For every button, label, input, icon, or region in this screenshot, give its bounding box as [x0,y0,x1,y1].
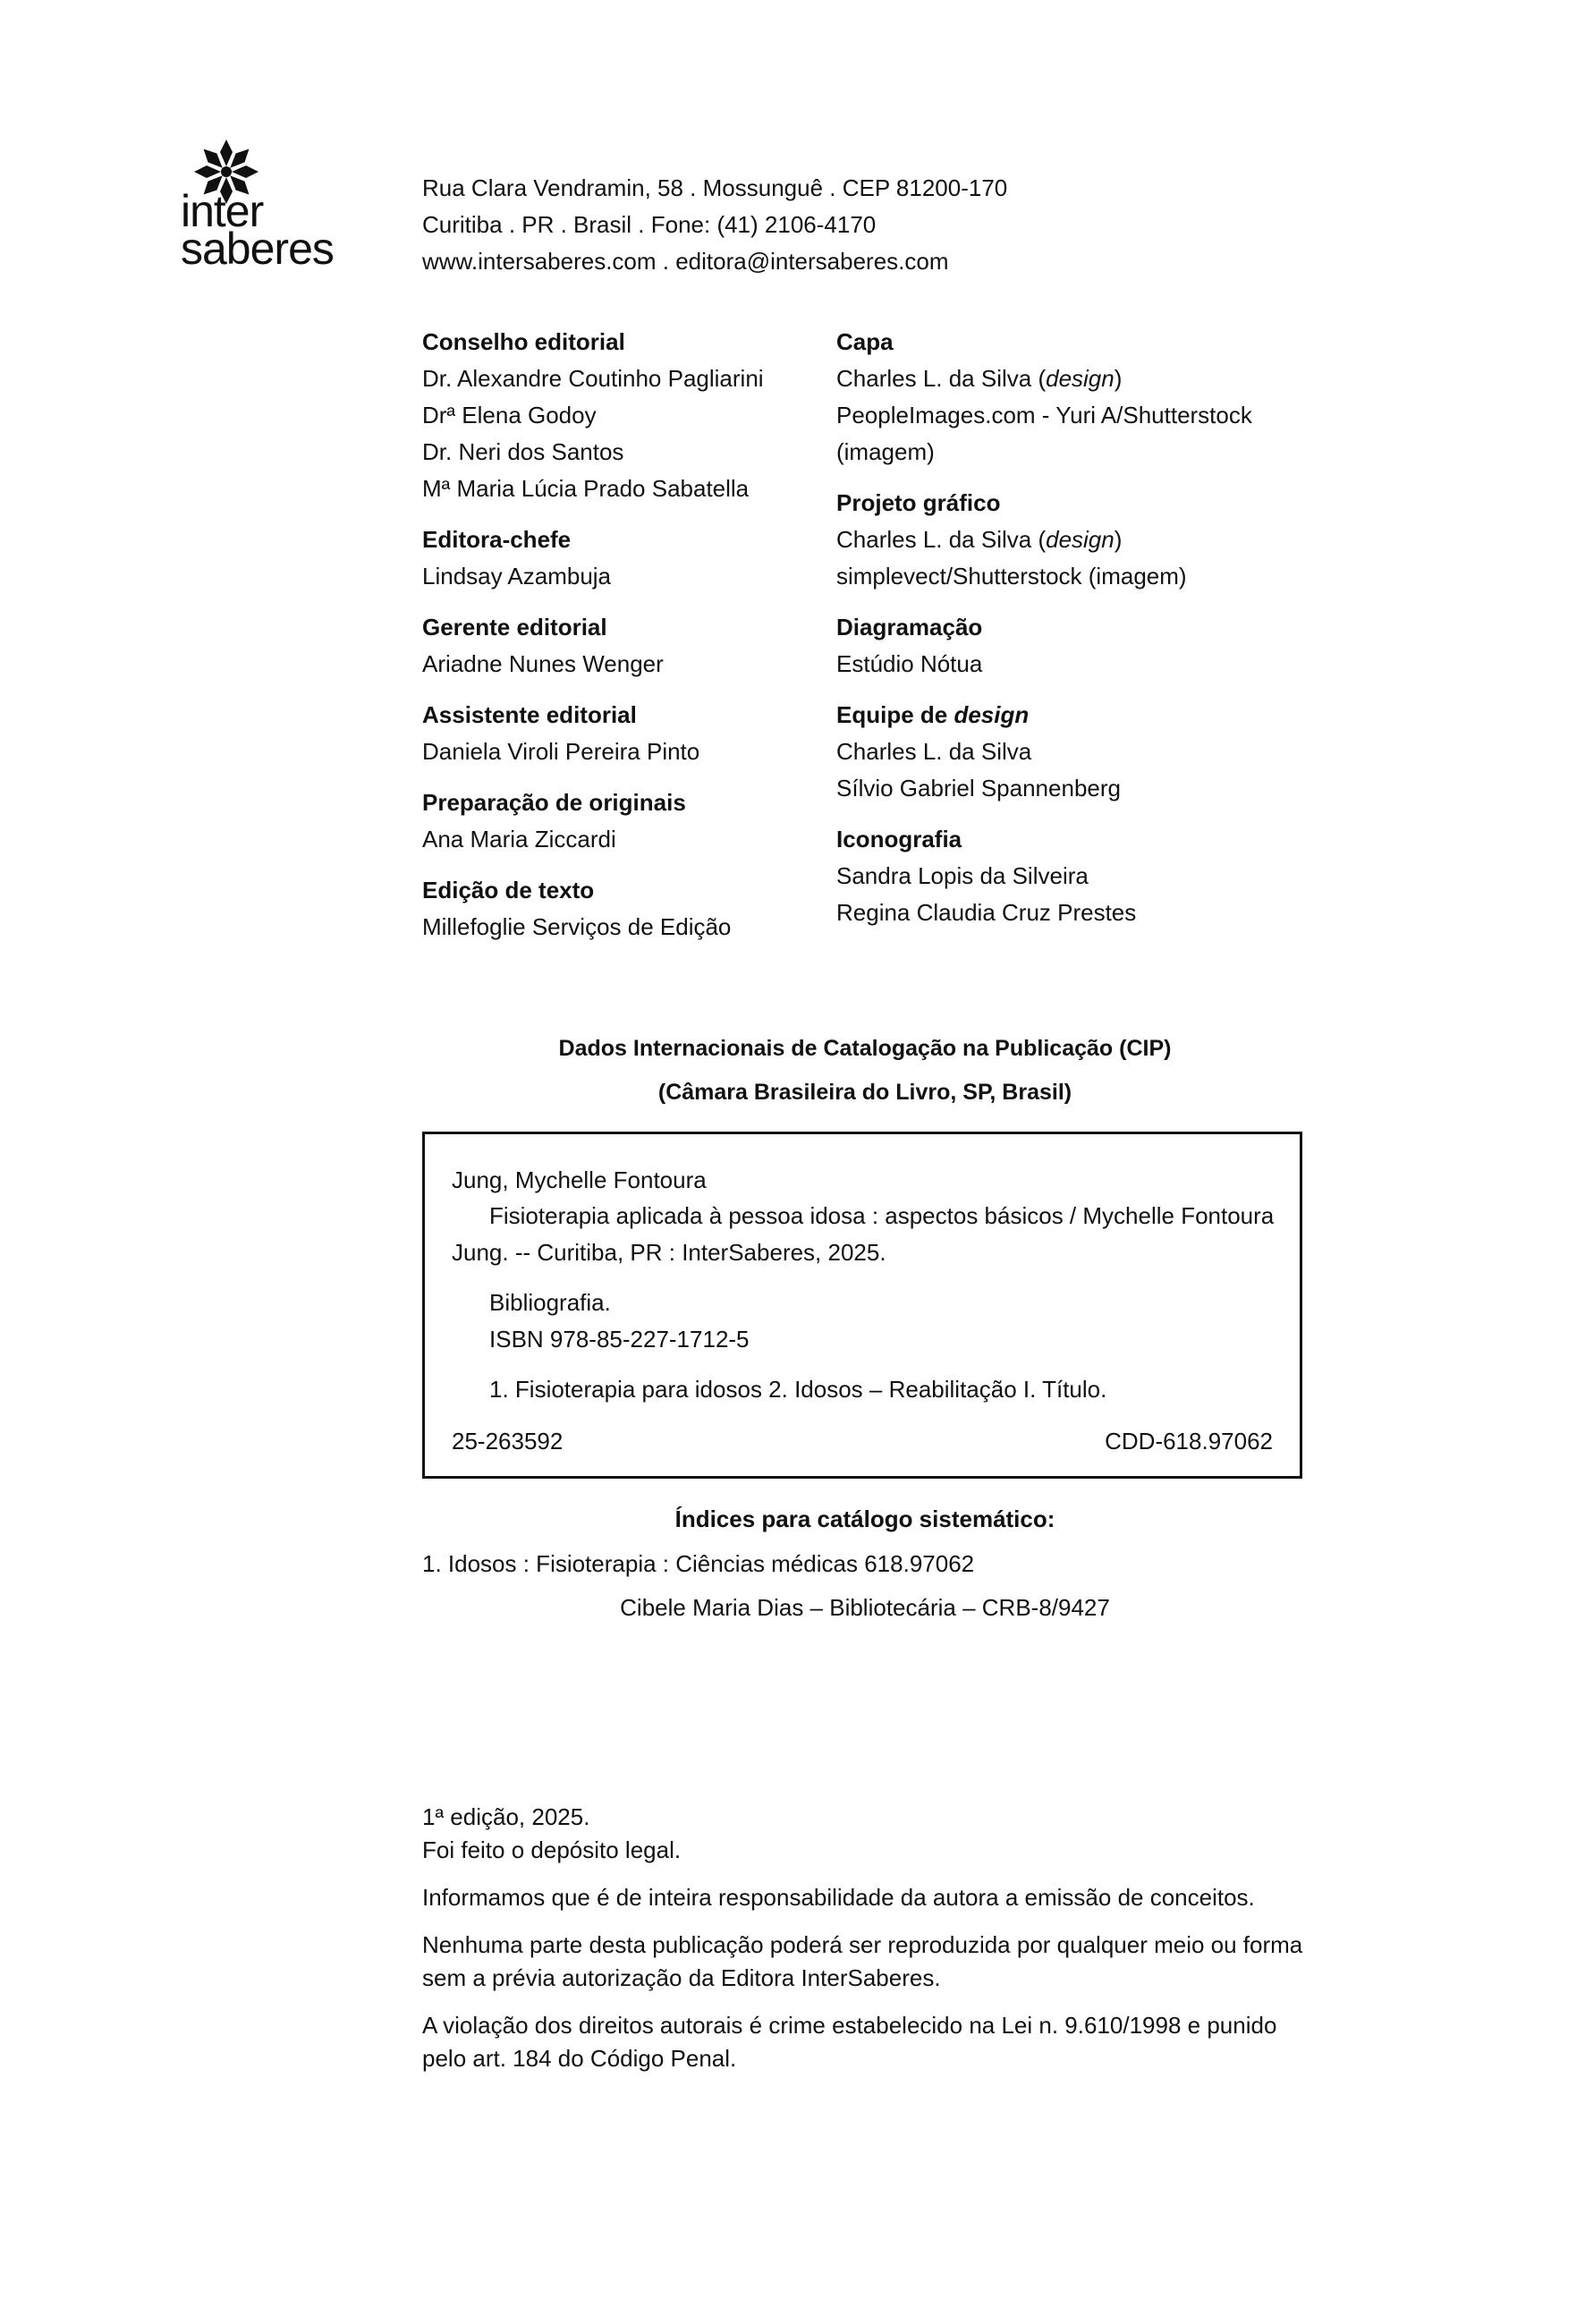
cip-record-box [422,1132,1302,1479]
credit-title: Capa [836,328,894,355]
credit-name: Charles L. da Silva (design) [836,526,1123,553]
credit-section-iconografia [836,821,1337,931]
violation-text: A violação dos direitos autorais é crime estabelecido na Lei n. 9.610/1998 e punido pelo art. 184 do Código Penal. [422,2012,1277,2072]
address-line-1: Rua Clara Vendramin, 58 . Mossunguê . CEP 81200-170 [422,174,1008,201]
credit-title: Projeto gráfico [836,489,1001,516]
credit-title: Gerente editorial [422,614,607,640]
credit-section-equipe [836,697,1337,807]
credit-title: Equipe de design [836,701,1030,728]
credit-section-edicao [422,872,825,946]
credit-title: Editora-chefe [422,526,572,553]
credit-name: Sílvio Gabriel Spannenberg [836,775,1121,802]
reproduction-text: Nenhuma parte desta publicação poderá ser reproduzida por qualquer meio ou forma sem a prévia autorização da Editora InterSaberes. [422,1931,1303,1991]
cip-subheading: (Câmara Brasileira do Livro, SP, Brasil) [657,1080,1072,1105]
credit-name: Ariadne Nunes Wenger [422,650,664,677]
cip-title-line-1: Fisioterapia aplicada à pessoa idosa : aspectos básicos / Mychelle Fontoura [489,1202,1275,1229]
logo-line-1: inter [181,186,264,236]
credit-name: Dr. Alexandre Coutinho Pagliarini [422,365,764,392]
credit-title: Diagramação [836,614,983,640]
cip-title-line-2: Jung. -- Curitiba, PR : InterSaberes, 2025. [452,1239,886,1266]
credit-section-gerente [422,609,825,683]
cip-author: Jung, Mychelle Fontoura [452,1166,707,1193]
credit-title: Edição de texto [422,877,595,903]
logo-line-2: saberes [181,224,334,274]
indices-heading: Índices para catálogo sistemático: [674,1506,1055,1532]
credit-name: Regina Claudia Cruz Prestes [836,899,1137,926]
cip-bibliografia: Bibliografia. [489,1289,611,1316]
credit-name: Drª Elena Godoy [422,402,597,428]
credit-name: Millefoglie Serviços de Edição [422,913,732,940]
address-line-3: www.intersaberes.com . editora@intersaberes.com [422,248,949,275]
credit-section-editora-chefe [422,522,825,595]
credits-right-column [836,324,1337,946]
publisher-address [422,170,1007,280]
credit-title: Assistente editorial [422,701,637,728]
credit-name: Lindsay Azambuja [422,563,612,589]
credit-name: Sandra Lopis da Silveira [836,862,1089,889]
credit-title: Iconografia [836,826,962,852]
cip-heading: Dados Internacionais de Catalogação na Publicação (CIP) [558,1036,1172,1061]
cip-isbn: ISBN 978-85-227-1712-5 [489,1326,750,1353]
cip-subjects: 1. Fisioterapia para idosos 2. Idosos – Reabilitação I. Título. [489,1376,1107,1403]
deposit-text: Foi feito o depósito legal. [422,1836,682,1863]
credit-name: Dr. Neri dos Santos [422,438,624,465]
credit-title: Preparação de originais [422,789,686,816]
cip-cdd: CDD-618.97062 [1105,1428,1273,1455]
publisher-logo [179,139,344,273]
credit-image-source: PeopleImages.com - Yuri A/Shutterstock (imagem) [836,402,1252,465]
credit-section-diagramacao [836,609,1337,683]
credit-section-projeto [836,485,1337,595]
logo-wordmark [181,186,334,274]
credit-section-capa [836,324,1337,471]
edition-text: 1ª edição, 2025. [422,1803,590,1830]
legal-notice [422,1801,1317,2090]
credit-section-assistente [422,697,825,770]
address-line-2: Curitiba . PR . Brasil . Fone: (41) 2106-4170 [422,211,877,238]
responsibility-text: Informamos que é de inteira responsabilidade da autora a emissão de conceitos. [422,1884,1255,1911]
credit-name: Charles L. da Silva [836,738,1032,765]
credit-section-conselho [422,324,825,507]
credit-name: Daniela Viroli Pereira Pinto [422,738,700,765]
indices-item: 1. Idosos : Fisioterapia : Ciências médicas 618.97062 [422,1550,975,1577]
credit-name: Ana Maria Ziccardi [422,826,616,852]
librarian-credit: Cibele Maria Dias – Bibliotecária – CRB-8/9427 [620,1594,1110,1621]
credit-name: Charles L. da Silva (design) [836,365,1123,392]
credit-name: Estúdio Nótua [836,650,983,677]
cip-control-number: 25-263592 [452,1428,564,1455]
credits-left-column [422,324,825,960]
credit-name: Mª Maria Lúcia Prado Sabatella [422,475,750,502]
credit-section-preparacao [422,785,825,858]
credit-title: Conselho editorial [422,328,625,355]
credit-image-source: simplevect/Shutterstock (imagem) [836,563,1187,589]
